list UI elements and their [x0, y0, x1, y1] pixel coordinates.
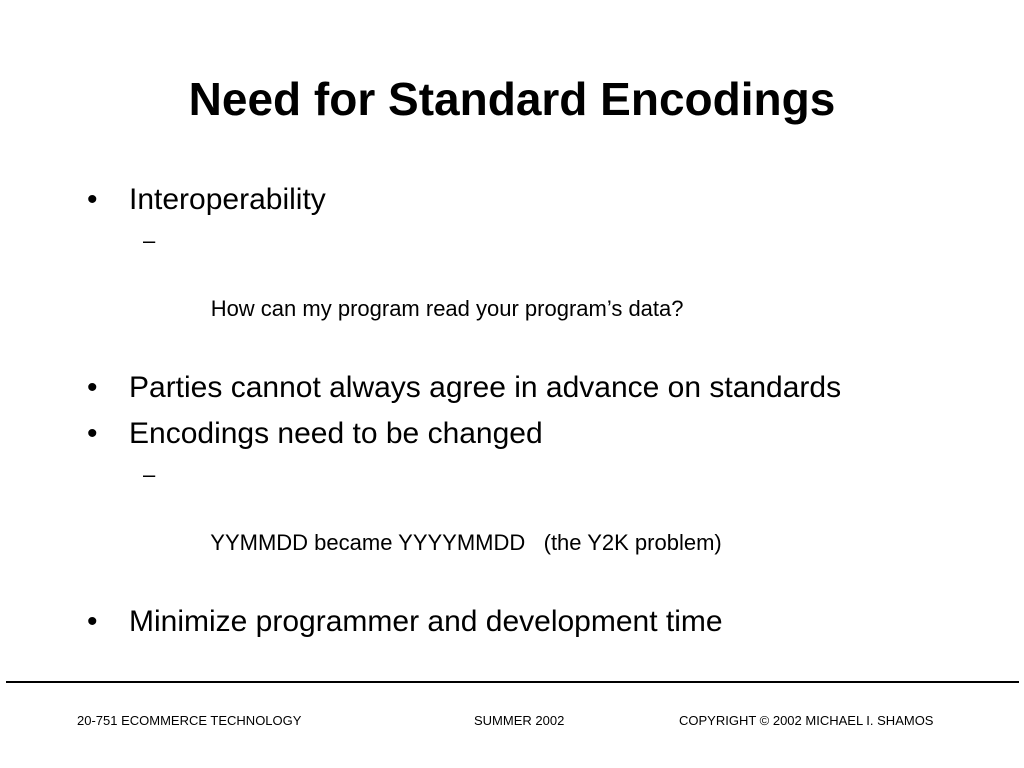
sub-bullet-item — [0, 458, 1024, 594]
bullet-icon: • — [87, 371, 98, 404]
footer-term: SUMMER 2002 — [474, 713, 565, 728]
bullet-item — [0, 366, 1024, 410]
bullet-text: Minimize programmer and development time — [129, 605, 723, 638]
bullet-item — [0, 600, 1024, 644]
sub-bullet-text: YYMMDD became YYYYMMDD (the Y2K problem) — [210, 530, 722, 555]
sub-bullet-item — [0, 224, 1024, 360]
bullet-text: Interoperability — [129, 183, 326, 216]
dash-icon: – — [143, 462, 156, 487]
footer-course: 20-751 ECOMMERCE TECHNOLOGY — [77, 713, 302, 728]
footer-copyright: COPYRIGHT © 2002 MICHAEL I. SHAMOS — [679, 713, 934, 728]
bullet-list — [0, 178, 1024, 646]
footer-divider — [6, 681, 1019, 683]
bullet-text: Parties cannot always agree in advance on standards — [129, 371, 842, 404]
bullet-icon: • — [87, 417, 98, 450]
slide-title: Need for Standard Encodings — [188, 73, 836, 125]
dash-icon: – — [143, 228, 156, 253]
bullet-text: Encodings need to be changed — [129, 417, 543, 450]
bullet-item — [0, 412, 1024, 456]
bullet-icon: • — [87, 183, 98, 216]
sub-bullet-text: How can my program read your program’s data? — [210, 296, 684, 321]
bullet-icon: • — [87, 605, 98, 638]
bullet-item — [0, 178, 1024, 222]
